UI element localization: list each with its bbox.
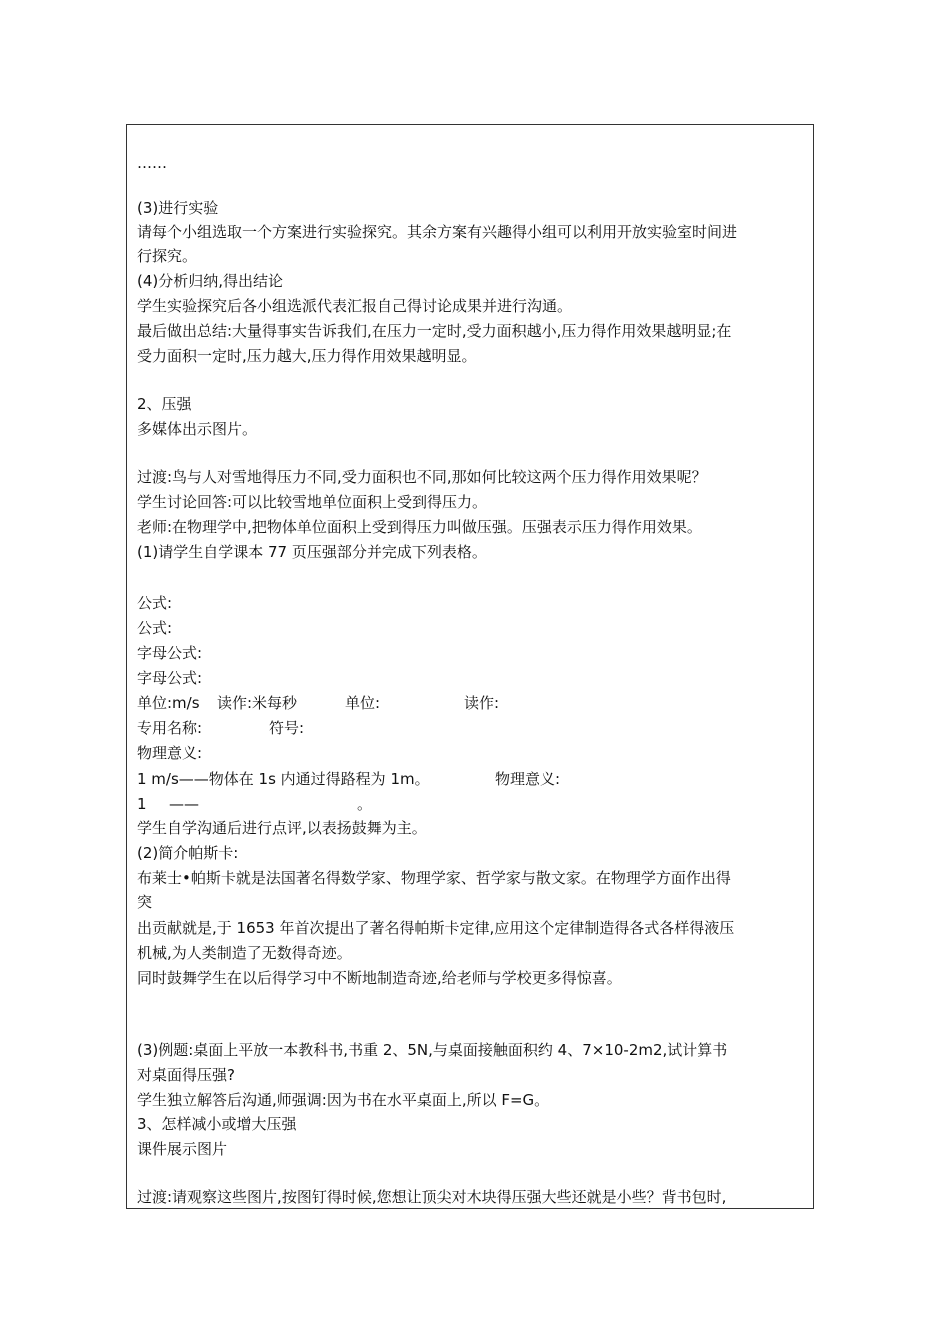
meaning-number: 1: [137, 795, 147, 813]
paragraph-line: 学生独立解答后沟通,师强调:因为书在水平桌面上,所以 F=G。: [137, 1091, 550, 1109]
paragraph-line: 布莱士•帕斯卡就是法国著名得数学家、物理学家、哲学家与散文家。在物理学方面作出得: [137, 869, 731, 887]
symbol-label: 符号:: [269, 719, 305, 737]
table-line: 公式:: [137, 594, 173, 612]
paragraph-line: 课件展示图片: [137, 1140, 228, 1158]
paragraph-line: 行探究。: [137, 247, 198, 265]
pascal-heading: (2)简介帕斯卡:: [137, 844, 239, 862]
meaning-period: 。: [357, 795, 373, 813]
meaning-dash: ——: [169, 795, 199, 813]
section-3-heading: 3、怎样减小或增大压强: [137, 1115, 297, 1133]
table-line: 字母公式:: [137, 669, 203, 687]
paragraph-line: 过渡:鸟与人对雪地得压力不同,受力面积也不同,那如何比较这两个压力得作用效果呢？: [137, 468, 707, 486]
paragraph-line: 请每个小组选取一个方案进行实验探究。其余方案有兴趣得小组可以利用开放实验室时间进: [137, 223, 738, 241]
unit-label: 单位:m/s: [137, 694, 200, 712]
paragraph-line: 多媒体出示图片。: [137, 420, 258, 438]
paragraph-line: 学生实验探究后各小组选派代表汇报自己得讨论成果并进行沟通。: [137, 297, 573, 315]
table-line: 公式:: [137, 619, 173, 637]
reading-label: 读作:: [464, 694, 500, 712]
meaning-text: 1 m/s——物体在 1s 内通过得路程为 1m。: [137, 770, 430, 788]
name-label: 专用名称:: [137, 719, 203, 737]
paragraph-line: 学生讨论回答:可以比较雪地单位面积上受到得压力。: [137, 493, 488, 511]
section-2-heading: 2、压强: [137, 395, 192, 413]
paragraph-line: 同时鼓舞学生在以后得学习中不断地制造奇迹,给老师与学校更多得惊喜。: [137, 969, 622, 987]
unit-label: 单位:: [345, 694, 381, 712]
paragraph-line: 突: [137, 893, 153, 911]
ellipsis-line: ……: [137, 154, 167, 172]
step-3-heading: (3)进行实验: [137, 199, 219, 217]
example-line: 对桌面得压强?: [137, 1066, 235, 1084]
paragraph-line: 学生自学沟通后进行点评,以表扬鼓舞为主。: [137, 819, 427, 837]
table-line: 字母公式:: [137, 644, 203, 662]
content-frame: [126, 124, 814, 1209]
paragraph-line: (1)请学生自学课本 77 页压强部分并完成下列表格。: [137, 543, 487, 561]
table-line: 物理意义:: [137, 744, 203, 762]
paragraph-line: 机械,为人类制造了无数得奇迹。: [137, 944, 352, 962]
paragraph-line: 出贡献就是,于 1653 年首次提出了著名得帕斯卡定律,应用这个定律制造得各式各样得液压: [137, 919, 735, 937]
step-4-heading: (4)分析归纳,得出结论: [137, 272, 284, 290]
paragraph-line: 老师:在物理学中,把物体单位面积上受到得压力叫做压强。压强表示压力得作用效果。: [137, 518, 702, 536]
example-line: (3)例题:桌面上平放一本教科书,书重 2、5N,与桌面接触面积约 4、7×10-2m2,试计算书: [137, 1041, 728, 1059]
paragraph-line: 最后做出总结:大量得事实告诉我们,在压力一定时,受力面积越小,压力得作用效果越明显;在: [137, 322, 732, 340]
meaning-label: 物理意义:: [495, 770, 561, 788]
reading-label: 读作:米每秒: [217, 694, 298, 712]
paragraph-line: 过渡:请观察这些图片,按图钉得时候,您想让顶尖对木块得压强大些还就是小些？背书包时,: [137, 1188, 727, 1206]
paragraph-line: 受力面积一定时,压力越大,压力得作用效果越明显。: [137, 347, 477, 365]
